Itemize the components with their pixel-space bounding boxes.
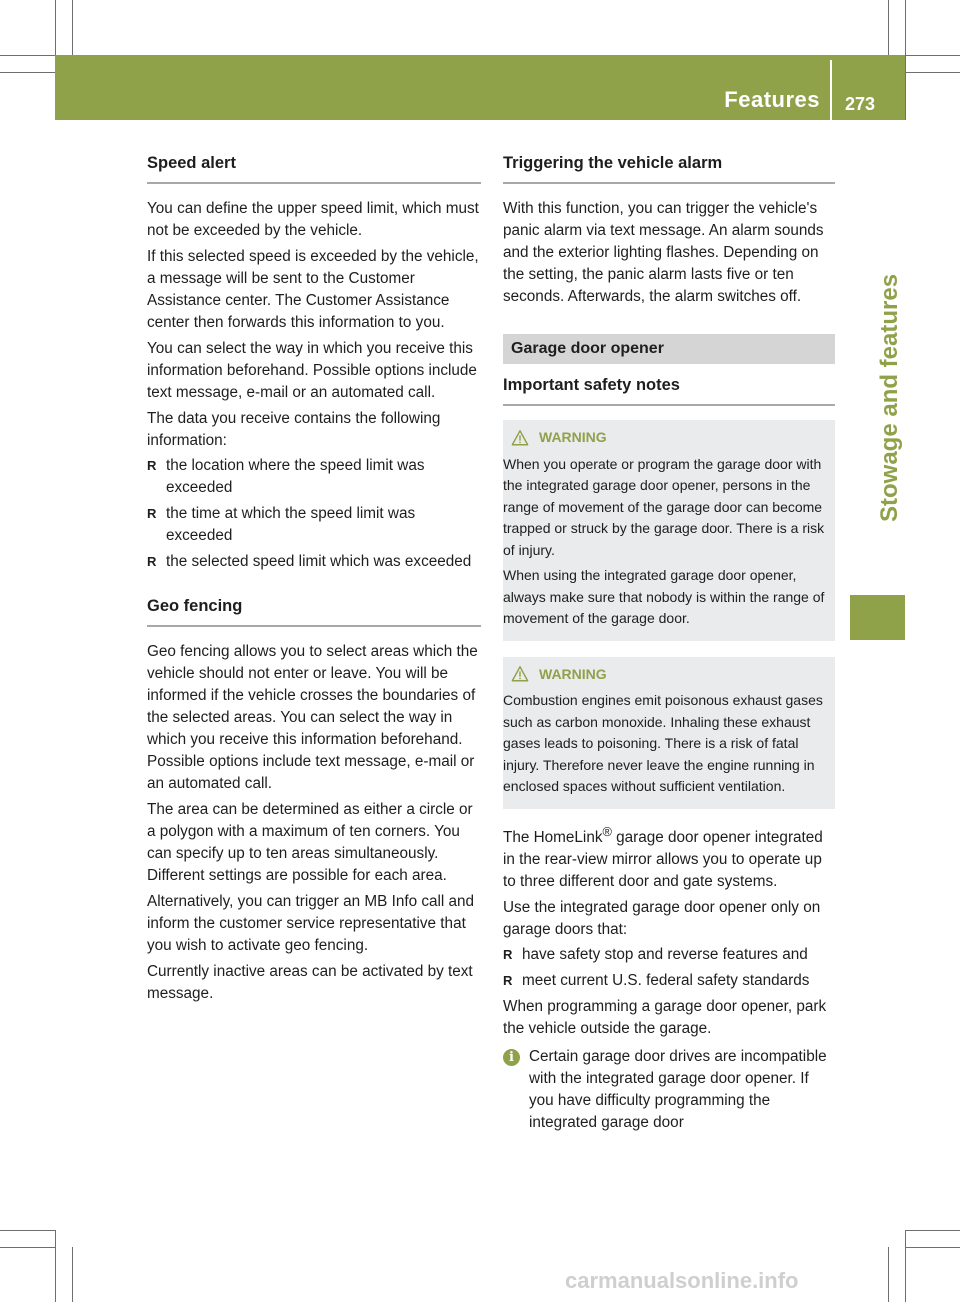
bullet-item: R the selected speed limit which was exceeded	[147, 551, 481, 573]
crop-mark	[905, 72, 960, 73]
header-divider	[830, 60, 832, 120]
registered-mark: ®	[602, 823, 612, 839]
crop-mark	[72, 1247, 73, 1302]
side-tab-label: Stowage and features	[876, 273, 903, 522]
crop-mark	[0, 1230, 55, 1231]
paragraph: The data you receive contains the following information:	[147, 410, 441, 449]
section-heading: Geo fencing	[147, 593, 481, 627]
paragraph	[503, 821, 835, 893]
warning-text: When using the integrated garage door opener, always make sure that nobody is within the range of movement of the garage door.	[503, 567, 825, 626]
crop-mark	[905, 0, 906, 120]
paragraph: Use the integrated garage door opener only on garage doors that:	[503, 898, 821, 938]
bullet-item: R have safety stop and reverse features and	[503, 944, 835, 966]
page-number: 273	[845, 94, 876, 114]
crop-mark	[905, 1230, 960, 1231]
paragraph: Alternatively, you can trigger an MB Info call and inform the customer service representative that you wish to activate geo fencing.	[147, 893, 475, 954]
crop-mark	[905, 1230, 906, 1302]
chapter-section-band: Garage door opener	[503, 334, 835, 364]
warning-triangle-icon	[511, 665, 529, 683]
crop-mark	[0, 72, 55, 73]
crop-mark	[888, 1247, 889, 1302]
paragraph: If this selected speed is exceeded by the vehicle, a message will be sent to the Customer Assistance center. The Customer Assistance center then forwards this information to you.	[147, 248, 479, 331]
crop-mark	[0, 55, 55, 56]
warning-title: WARNING	[539, 429, 607, 445]
paragraph: With this function, you can trigger the vehicle's panic alarm via text message. An alarm sounds and the exterior lighting flashes. Depending on the setting, the panic alarm lasts five or ten seconds. Afterwards, the alarm switches off.	[503, 200, 824, 305]
warning-box	[503, 420, 835, 641]
section-heading: Important safety notes	[503, 372, 835, 406]
crop-mark	[72, 0, 73, 55]
right-column	[503, 150, 835, 1134]
info-text: Certain garage door drives are incompatible with the integrated garage door opener. If you have difficulty programming the integrated garage door	[529, 1047, 827, 1131]
info-note	[503, 1046, 835, 1134]
warning-text: Combustion engines emit poisonous exhaust gases such as carbon monoxide. Inhaling these exhaust gases leads to poisoning. There is a risk of fatal injury. Therefore never leave the engine running in enclosed spaces without sufficient ventilation.	[503, 692, 823, 794]
left-column	[147, 150, 481, 1008]
paragraph: You can define the upper speed limit, which must not be exceeded by the vehicle.	[147, 200, 479, 239]
paragraph: Geo fencing allows you to select areas which the vehicle should not enter or leave. You will be informed if the vehicle crosses the boundaries of the selected areas. You can select the way in which you receive this information beforehand. Possible options include text message, e-mail or an automated call.	[147, 643, 478, 792]
warning-box	[503, 657, 835, 809]
paragraph: When programming a garage door opener, park the vehicle outside the garage.	[503, 997, 827, 1037]
paragraph: Currently inactive areas can be activated by text message.	[147, 963, 473, 1002]
warning-text: When you operate or program the garage door with the integrated garage door opener, persons in the range of movement of the garage door can become trapped or struck by the garage door. There is a risk of injury.	[503, 455, 825, 558]
bullet-item: R the time at which the speed limit was exceeded	[147, 503, 481, 547]
section-heading: Speed alert	[147, 150, 481, 184]
section-heading: Triggering the vehicle alarm	[503, 150, 835, 184]
paragraph: You can select the way in which you receive this information beforehand. Possible options include text message, e-mail or an automated call.	[147, 340, 477, 401]
paragraph-text: garage door opener integrated in the rear-view mirror allows you to operate up to three different door and gate systems.	[503, 828, 823, 890]
crop-mark	[55, 1230, 56, 1302]
warning-title: WARNING	[539, 665, 607, 682]
chapter-title: Features	[724, 87, 820, 112]
crop-mark	[905, 55, 960, 56]
crop-mark	[888, 0, 889, 55]
watermark: carmanualsonline.info	[565, 1268, 799, 1293]
paragraph-text: The HomeLink	[503, 828, 603, 846]
warning-triangle-icon	[511, 429, 529, 447]
bullet-item: R the location where the speed limit was exceeded	[147, 455, 481, 499]
paragraph: The area can be determined as either a circle or a polygon with a maximum of ten corners. You can specify up to ten areas simultaneously. Different settings are possible for each area.	[147, 801, 473, 884]
bullet-item: R meet current U.S. federal safety standards	[503, 970, 835, 992]
crop-mark	[0, 1247, 55, 1248]
info-icon: i	[503, 1049, 520, 1066]
side-tab-marker	[850, 595, 905, 640]
crop-mark	[905, 1247, 960, 1248]
